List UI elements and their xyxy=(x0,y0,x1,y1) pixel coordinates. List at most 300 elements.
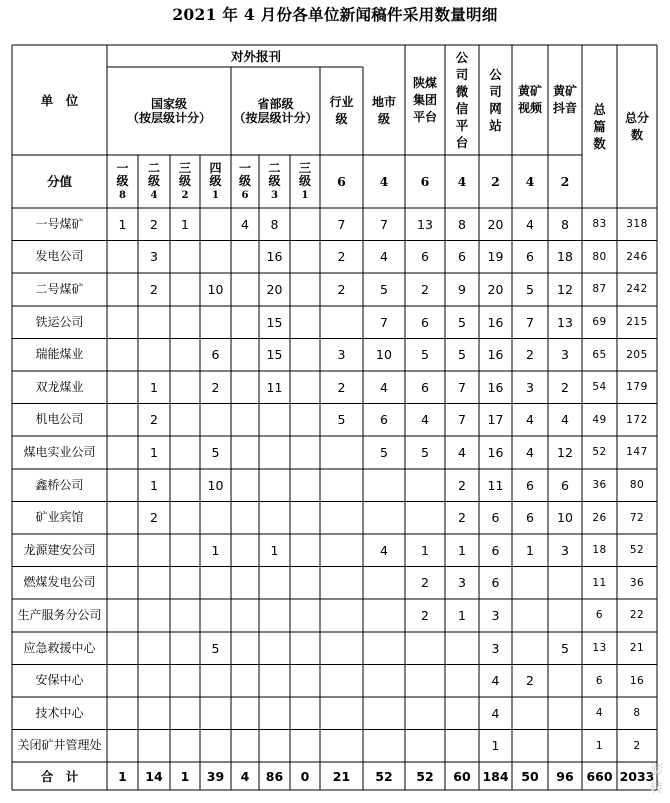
table-cell xyxy=(107,599,138,632)
table-cell: 2 xyxy=(150,510,158,526)
table-cell: 1 xyxy=(181,216,189,232)
table-cell xyxy=(320,306,363,339)
table-cell: 5 xyxy=(211,640,220,656)
level-label: 二级 xyxy=(147,160,160,188)
table-cell: 172 xyxy=(626,413,648,426)
national-subtitle: （按层级计分） xyxy=(126,111,211,125)
unit-name: 生产服务分公司 xyxy=(17,607,102,622)
table-cell: 5 xyxy=(458,314,466,330)
table-cell xyxy=(170,697,200,730)
table-cell xyxy=(200,697,231,730)
table-cell xyxy=(107,534,138,567)
table-cell xyxy=(107,664,138,697)
table-cell: 3 xyxy=(561,347,569,363)
table-cell: 69 xyxy=(592,316,607,329)
table-cell xyxy=(231,241,259,274)
table-cell xyxy=(405,469,445,502)
level-label: 一级 xyxy=(116,160,129,188)
score-wechat: 4 xyxy=(457,174,467,189)
table-cell: 52 xyxy=(592,446,607,459)
external-press-header: 对外报刊 xyxy=(230,48,281,64)
table-cell: 1 xyxy=(458,542,466,558)
industry-header xyxy=(320,67,363,155)
table-cell xyxy=(320,697,363,730)
table-cell: 1 xyxy=(118,216,127,232)
total-cell: 39 xyxy=(206,768,225,784)
table-cell xyxy=(107,501,138,534)
table-cell: 5 xyxy=(458,347,466,363)
table-cell: 5 xyxy=(211,444,220,460)
table-cell: 11 xyxy=(266,379,283,395)
score-industry: 6 xyxy=(337,174,346,189)
table-cell xyxy=(320,501,363,534)
table-cell xyxy=(200,241,231,274)
table-cell xyxy=(138,730,170,763)
table-cell xyxy=(231,697,259,730)
table-cell xyxy=(405,730,445,763)
table-cell: 1 xyxy=(150,444,158,460)
table-cell: 1 xyxy=(270,542,279,558)
table-cell xyxy=(290,208,320,241)
table-cell: 65 xyxy=(592,348,607,361)
total-articles-header xyxy=(582,45,617,208)
table-cell xyxy=(107,697,138,730)
national-title: 国家级 xyxy=(150,97,187,111)
table-cell: 5 xyxy=(526,281,534,297)
table-cell: 8 xyxy=(270,216,279,232)
table-cell: 6 xyxy=(491,510,500,526)
table-cell xyxy=(170,273,200,306)
table-cell: 1 xyxy=(526,542,534,558)
score-row-label: 分值 xyxy=(46,174,72,189)
table-cell xyxy=(290,371,320,404)
table-cell: 6 xyxy=(526,249,534,265)
table-cell: 26 xyxy=(592,511,607,524)
table-cell: 16 xyxy=(487,314,504,330)
table-cell xyxy=(231,567,259,600)
table-cell xyxy=(107,404,138,437)
table-cell: 2 xyxy=(526,347,534,363)
total-cell: 50 xyxy=(521,768,539,784)
table-cell: 2 xyxy=(421,575,429,591)
table-cell xyxy=(170,241,200,274)
unit-name: 一号煤矿 xyxy=(35,216,84,231)
level-label: 一级 xyxy=(238,160,251,188)
table-cell xyxy=(231,371,259,404)
table-cell xyxy=(290,697,320,730)
table-cell xyxy=(363,567,405,600)
table-cell xyxy=(107,632,138,665)
table-cell xyxy=(107,567,138,600)
table-cell xyxy=(138,338,170,371)
table-cell: 4 xyxy=(526,216,534,232)
table-cell: 4 xyxy=(526,412,534,428)
table-cell xyxy=(200,664,231,697)
table-cell: 2 xyxy=(337,249,346,265)
level-national_levels-2 xyxy=(170,155,200,208)
level-label: 二级 xyxy=(268,160,281,188)
table-cell xyxy=(548,664,582,697)
table-cell: 54 xyxy=(592,381,607,394)
table-cell xyxy=(170,599,200,632)
table-cell: 7 xyxy=(458,379,466,395)
douyin-header xyxy=(548,45,582,155)
table-cell: 15 xyxy=(266,347,283,363)
table-cell xyxy=(259,632,290,665)
unit-name: 鑫桥公司 xyxy=(35,477,84,492)
table-cell: 6 xyxy=(421,314,429,330)
level-label: 三级 xyxy=(178,160,191,188)
unit-name: 矿业宾馆 xyxy=(35,510,84,525)
total-cell: 184 xyxy=(482,768,509,784)
table-cell xyxy=(512,599,548,632)
table-cell xyxy=(107,436,138,469)
table-cell xyxy=(320,664,363,697)
table-cell: 6 xyxy=(526,477,534,493)
unit-name: 瑞能煤业 xyxy=(35,347,84,362)
score-city: 4 xyxy=(379,174,389,189)
table-cell xyxy=(170,632,200,665)
table-cell: 19 xyxy=(487,249,504,265)
table-cell: 246 xyxy=(626,250,648,263)
table-cell xyxy=(320,632,363,665)
table-cell: 8 xyxy=(633,707,641,720)
table-cell: 4 xyxy=(491,705,500,721)
table-cell xyxy=(170,469,200,502)
level-score: 4 xyxy=(150,189,158,201)
table-cell: 22 xyxy=(629,609,645,622)
table-cell: 4 xyxy=(595,707,604,720)
unit-name: 关闭矿井管理处 xyxy=(17,738,102,753)
table-cell: 3 xyxy=(150,249,158,265)
table-cell xyxy=(107,371,138,404)
score-video: 4 xyxy=(525,174,535,189)
table-cell: 1 xyxy=(421,542,429,558)
ministerial-subtitle: （按层级计分） xyxy=(233,111,318,125)
table-cell: 2 xyxy=(561,379,569,395)
table-cell: 179 xyxy=(626,381,648,394)
table-cell xyxy=(138,599,170,632)
table-cell xyxy=(138,567,170,600)
table-cell: 10 xyxy=(207,281,224,297)
industry-header-label: 行业级 xyxy=(329,95,354,126)
table-cell xyxy=(290,567,320,600)
table-cell xyxy=(200,306,231,339)
table-cell: 36 xyxy=(629,576,645,589)
total-cell: 96 xyxy=(556,768,574,784)
table-cell: 4 xyxy=(380,379,388,395)
website-header xyxy=(479,45,512,155)
table-cell xyxy=(138,534,170,567)
total-cell: 21 xyxy=(332,768,351,784)
video-header xyxy=(512,45,548,155)
total-score-header-label: 总分数 xyxy=(624,110,649,142)
table-cell xyxy=(107,469,138,502)
table-cell: 83 xyxy=(592,218,607,231)
total-cell: 1 xyxy=(118,768,127,784)
table-cell xyxy=(320,599,363,632)
table-cell xyxy=(363,501,405,534)
table-cell: 20 xyxy=(487,281,504,297)
wechat-header xyxy=(445,45,479,155)
level-score: 6 xyxy=(241,189,249,201)
unit-name: 安保中心 xyxy=(35,673,84,688)
table-cell: 10 xyxy=(557,510,573,526)
table-cell xyxy=(548,730,582,763)
table-cell: 87 xyxy=(592,283,607,296)
total-cell: 52 xyxy=(375,768,393,784)
table-cell: 1 xyxy=(211,542,220,558)
level-score: 2 xyxy=(181,189,189,201)
table-cell xyxy=(231,338,259,371)
table-cell: 5 xyxy=(380,444,388,460)
table-cell: 10 xyxy=(376,347,392,363)
total-cell: 14 xyxy=(145,768,163,784)
table-cell xyxy=(138,632,170,665)
table-cell xyxy=(512,730,548,763)
table-cell: 7 xyxy=(458,412,466,428)
unit-name: 应急救援中心 xyxy=(23,640,96,655)
watermark xyxy=(650,762,668,798)
level-national_levels-3 xyxy=(200,155,231,208)
total-score-header xyxy=(617,45,657,208)
table-cell xyxy=(445,697,479,730)
table-cell: 6 xyxy=(458,249,466,265)
table-cell xyxy=(320,436,363,469)
table-cell: 7 xyxy=(526,314,534,330)
table-cell: 1 xyxy=(595,739,604,752)
table-cell: 6 xyxy=(561,477,569,493)
table-cell: 2 xyxy=(526,673,534,689)
table-cell xyxy=(231,501,259,534)
table-cell: 3 xyxy=(458,575,466,591)
table-cell xyxy=(231,469,259,502)
table-cell: 8 xyxy=(561,216,569,232)
score-shaanxi: 6 xyxy=(420,174,430,189)
table-cell: 3 xyxy=(491,607,500,623)
table-cell xyxy=(138,697,170,730)
table-cell: 10 xyxy=(207,477,224,493)
table-cell xyxy=(290,306,320,339)
table-cell xyxy=(363,599,405,632)
total-label: 合 计 xyxy=(40,768,79,784)
table-cell xyxy=(363,664,405,697)
table-cell: 1 xyxy=(150,379,158,395)
table-cell: 2 xyxy=(337,281,346,297)
table-cell xyxy=(170,306,200,339)
total-cell: 1 xyxy=(180,768,190,784)
table-cell: 1 xyxy=(458,607,466,623)
table-cell xyxy=(200,404,231,437)
table-cell: 80 xyxy=(629,479,645,492)
table-cell: 147 xyxy=(626,446,648,459)
table-cell xyxy=(107,306,138,339)
table-cell: 4 xyxy=(561,412,569,428)
table-cell: 16 xyxy=(629,674,645,687)
table-cell xyxy=(231,632,259,665)
table-cell xyxy=(445,632,479,665)
table-cell: 3 xyxy=(526,379,534,395)
table-cell: 4 xyxy=(458,444,466,460)
table-cell: 4 xyxy=(380,542,388,558)
table-cell xyxy=(363,730,405,763)
table-cell xyxy=(363,469,405,502)
table-cell: 5 xyxy=(561,640,569,656)
table-cell: 2 xyxy=(458,477,466,493)
table-cell xyxy=(290,664,320,697)
table-cell xyxy=(548,697,582,730)
table-cell xyxy=(170,404,200,437)
score-website: 2 xyxy=(491,174,500,189)
watermark-text: 澎 转 xyxy=(650,763,664,796)
unit-name: 技术中心 xyxy=(35,705,84,720)
table-cell xyxy=(290,273,320,306)
table-cell xyxy=(200,599,231,632)
table-cell: 12 xyxy=(557,444,573,460)
table-cell xyxy=(290,599,320,632)
total-cell: 2033 xyxy=(619,768,655,784)
page-title: 2021 年 4 月份各单位新闻稿件采用数量明细 xyxy=(172,5,498,24)
table-cell: 6 xyxy=(526,510,534,526)
table-cell xyxy=(170,371,200,404)
table-cell xyxy=(320,567,363,600)
table-cell: 2 xyxy=(633,739,641,752)
table-cell xyxy=(200,730,231,763)
table-cell: 80 xyxy=(592,250,607,263)
table-cell xyxy=(231,306,259,339)
table-cell xyxy=(231,436,259,469)
level-ministerial_levels-2 xyxy=(290,155,320,208)
table-cell xyxy=(320,469,363,502)
table-cell: 7 xyxy=(380,216,388,232)
table-cell: 4 xyxy=(421,412,429,428)
table-cell: 11 xyxy=(592,576,607,589)
table-cell xyxy=(259,599,290,632)
table-cell xyxy=(259,404,290,437)
table-cell xyxy=(231,273,259,306)
level-score: 3 xyxy=(271,189,278,201)
table-cell: 2 xyxy=(150,281,158,297)
table-cell: 4 xyxy=(241,216,249,232)
table-cell: 15 xyxy=(266,314,283,330)
level-national_levels-0 xyxy=(107,155,138,208)
table-cell: 4 xyxy=(491,673,500,689)
ministerial-title: 省部级 xyxy=(257,97,294,111)
table-cell: 52 xyxy=(629,544,645,557)
table-cell xyxy=(548,599,582,632)
table-cell: 318 xyxy=(626,218,648,231)
table-cell xyxy=(548,567,582,600)
table-cell xyxy=(290,338,320,371)
table-cell xyxy=(320,730,363,763)
table-cell xyxy=(512,567,548,600)
table-cell: 13 xyxy=(417,216,433,232)
level-score: 8 xyxy=(119,189,126,201)
table-cell: 16 xyxy=(266,249,283,265)
table-cell xyxy=(445,664,479,697)
level-label: 四级 xyxy=(209,160,222,188)
table-cell xyxy=(259,730,290,763)
level-label: 三级 xyxy=(298,160,311,188)
table-cell xyxy=(170,664,200,697)
table-cell xyxy=(259,469,290,502)
table-cell: 7 xyxy=(380,314,388,330)
table-cell: 36 xyxy=(592,479,607,492)
table-cell: 9 xyxy=(458,281,466,297)
table-cell: 5 xyxy=(337,412,346,428)
table-cell xyxy=(200,501,231,534)
unit-name: 双龙煤业 xyxy=(35,379,84,394)
table-cell xyxy=(170,534,200,567)
table-cell xyxy=(107,730,138,763)
table-cell xyxy=(231,664,259,697)
table-cell: 49 xyxy=(592,413,607,426)
table-cell xyxy=(290,501,320,534)
level-national_levels-1 xyxy=(138,155,170,208)
table-cell: 6 xyxy=(421,249,429,265)
table-cell: 3 xyxy=(337,347,346,363)
total-cell: 52 xyxy=(416,768,434,784)
table-cell xyxy=(512,632,548,665)
table-cell: 2 xyxy=(458,510,466,526)
unit-name: 机电公司 xyxy=(35,412,84,427)
table-cell: 21 xyxy=(629,642,645,655)
table-cell xyxy=(107,338,138,371)
total-cell: 60 xyxy=(453,768,471,784)
table-cell: 18 xyxy=(592,544,607,557)
table-cell: 205 xyxy=(626,348,648,361)
table-cell: 18 xyxy=(557,249,573,265)
table-cell xyxy=(231,534,259,567)
table-cell: 17 xyxy=(487,412,504,428)
table-cell: 6 xyxy=(421,379,429,395)
table-cell xyxy=(170,338,200,371)
table-cell: 5 xyxy=(421,347,429,363)
table-cell xyxy=(259,501,290,534)
table-cell: 6 xyxy=(491,542,500,558)
table-cell: 6 xyxy=(211,347,220,363)
table-cell: 6 xyxy=(491,575,500,591)
table-cell xyxy=(405,664,445,697)
table-cell xyxy=(290,404,320,437)
level-score: 1 xyxy=(301,189,309,201)
table-cell: 3 xyxy=(491,640,500,656)
table-cell: 5 xyxy=(421,444,429,460)
video-header-label: 黄矿视频 xyxy=(517,84,542,115)
table-cell xyxy=(200,567,231,600)
national-level-header xyxy=(107,67,231,155)
wechat-header-label: 公司微信平台 xyxy=(455,50,469,150)
table-cell xyxy=(138,306,170,339)
table-cell xyxy=(405,501,445,534)
table-cell: 12 xyxy=(557,281,573,297)
ministerial-level-header xyxy=(231,67,320,155)
table-cell xyxy=(290,632,320,665)
table-cell xyxy=(445,730,479,763)
unit-header: 单 位 xyxy=(40,92,79,108)
table-cell xyxy=(231,730,259,763)
level-ministerial_levels-1 xyxy=(259,155,290,208)
level-ministerial_levels-0 xyxy=(231,155,259,208)
unit-name: 龙源建安公司 xyxy=(23,542,96,557)
unit-name: 煤电实业公司 xyxy=(23,444,96,459)
table-cell: 2 xyxy=(421,281,429,297)
table-cell xyxy=(170,501,200,534)
table-cell: 3 xyxy=(561,542,569,558)
table-cell xyxy=(290,241,320,274)
table-cell: 7 xyxy=(337,216,346,232)
unit-name: 二号煤矿 xyxy=(35,281,84,296)
